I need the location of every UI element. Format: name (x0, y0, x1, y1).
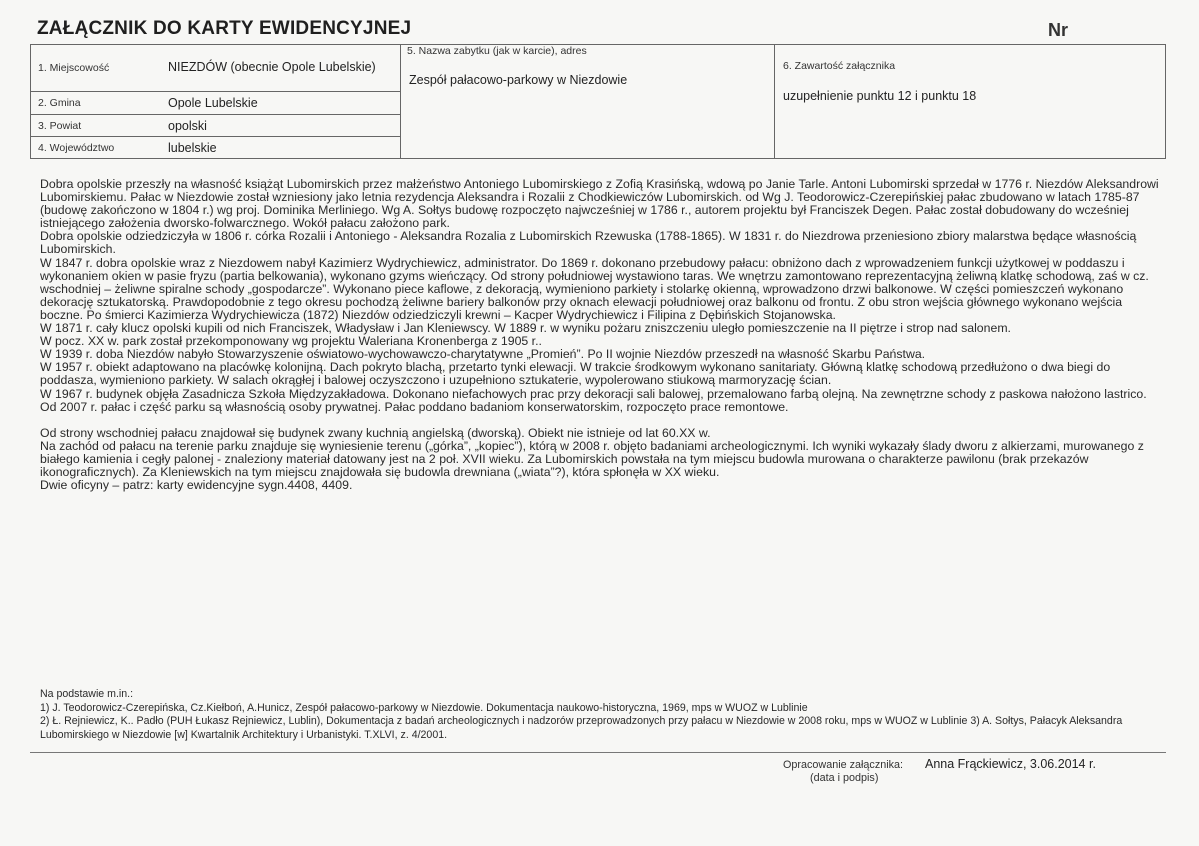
header-form-table (30, 44, 1166, 159)
paragraph: W 1967 r. budynek objęła Zasadnicza Szkoła Międzyzakładowa. Dokonano niefachowych prac przy dekoracji sali balowej, przemalowano farbą olejną. Na zewnętrzne schody z paskowa nałożono lastrico. (40, 386, 1147, 401)
field-value: NIEZDÓW (obecnie Opole Lubelskie) (168, 60, 376, 74)
paragraph: W 1847 r. dobra opolskie wraz z Niezdowem nabył Kazimierz Wydrychiewicz, administrator. Do 1869 r. dokonano przebudowy pałacu: obniżono dach z wprowadzeniem funkcji użytkowej w poddaszu i wykonaniem okien w pasie fryzu (partia belkowania), wykonano gzyms wieńczący. Od strony południowej wystawiono taras. We wnętrzu zamontowano reprezentacyjną żeliwną klatkę schodową, zaś w cz. wschodniej – żeliwne spiralne schody „gospodarcze”. Wykonano piece kaflowe, z dekoracją, wymieniono parkiety i stolarkę okienną, wprowadzono drzwi balkonowe. W części pomieszczeń wykonano dekorację sztukatorską. Prawdopodobnie z tego okresu pochodzą żeliwne bariery balkonów przy oknach elewacji południowej oraz balkonu od frontu. Z obu stron wejścia głównego wykonano wejścia boczne. Po śmierci Kazimierza Wydrychiewicza (1872) Niezdów odziedziczyli krewni – Kacper Wydrychiewicz i Filipina z Dębińskich Stojanowska. (40, 255, 1149, 322)
paragraph: W 1871 r. cały klucz opolski kupili od nich Franciszek, Władysław i Jan Kleniewscy. W 1889 r. w wyniku pożaru zniszczeniu uległo pomieszczenie na II piętrze i strop nad salonem. (40, 321, 1011, 336)
field-gmina (31, 92, 400, 115)
field-label: 5. Nazwa zabytku (jak w karcie), adres (407, 45, 587, 57)
divider (30, 752, 1166, 753)
paragraph: Dwie oficyny – patrz: karty ewidencyjne sygn.4408, 4409. (40, 478, 353, 493)
paragraph: Dobra opolskie przeszły na własność książąt Lubomirskich przez małżeństwo Antoniego Lubomirskiego z Zofią Krasińską, wdową po Janie Tarle. Antoni Lubomirski sprzedał w 1776 r. Niezdów Aleksandrowi Lubomirskiemu. Pałac w Niezdowie został wzniesiony jako letnia rezydencja Aleksandra i Rozalii z Chodkiewiczów Lubomirskich. od Wg J. Teodorowicz-Czerepińskiej pałac zbudowano w latach 1785-87 (budowę zakończono w 1804 r.) wg proj. Dominika Merliniego. Wg A. Sołtys budowę rozpoczęto najwcześniej w 1786 r., autorem projektu był Franciszek Degen. Pałac został dobudowany do wcześniej istniejącego założenia dworsko-folwarcznego. Wokół pałacu założono park. (40, 177, 1159, 231)
signature-sublabel: (data i podpis) (810, 772, 879, 784)
field-label: 4. Województwo (38, 142, 115, 154)
field-value: uzupełnienie punktu 12 i punktu 18 (783, 89, 977, 103)
field-zawartosc (774, 45, 1166, 158)
field-powiat (31, 115, 400, 137)
field-label: 2. Gmina (38, 97, 81, 109)
document-title: ZAŁĄCZNIK DO KARTY EWIDENCYJNEJ (37, 18, 412, 39)
field-value: opolski (168, 119, 207, 133)
paragraph: W pocz. XX w. park został przekomponowany wg projektu Waleriana Kronenberga z 1905 r.. (40, 334, 542, 349)
field-value: Opole Lubelskie (168, 96, 258, 110)
paragraph: W 1957 r. obiekt adaptowano na placówkę kolonijną. Dach pokryto blachą, przetarto tynki elewacji. W trakcie środkowym wykonano sanitariaty. Główną klatkę schodową przedłużono o dwa biegi do poddasza, wymieniono parkiety. W salach okrągłej i balowej oczyszczono i uzupełniono sztukaterie, wypolerowano stiukową marmoryzację ścian. (40, 360, 1111, 388)
references (40, 688, 1165, 742)
paragraph: Od strony wschodniej pałacu znajdował się budynek zwany kuchnią angielską (dworską). Obiekt nie istnieje od lat 60.XX w. (40, 425, 711, 440)
spacer (40, 414, 1165, 427)
paragraph: W 1939 r. doba Niezdów nabyło Stowarzyszenie oświatowo-wychowawczo-charytatywne „Promień”. Po II wojnie Niezdów przeszedł na własność Skarbu Państwa. (40, 347, 926, 362)
reference-item: 1) J. Teodorowicz-Czerepińska, Cz.Kiełboń, A.Hunicz, Zespół pałacowo-parkowy w Niezdowie. Dokumentacja naukowo-historyczna, 1969, mps w WUOZ w Lublinie (40, 701, 808, 714)
paragraph: Od 2007 r. pałac i część parku są własnością osoby prywatnej. Pałac poddano badaniom konserwatorskim, rozpoczęto prace remontowe. (40, 399, 789, 414)
signature-value: Anna Frąckiewicz, 3.06.2014 r. (925, 757, 1096, 771)
reference-item: 2) Ł. Rejniewicz, K.. Padło (PUH Łukasz Rejniewicz, Lublin), Dokumentacja z badań archeologicznych i nadzorów przeprowadzonych przy pałacu w Niezdowie w 2008 roku, mps w WUOZ w Lublinie 3) A. Sołtys, Pałacyk Aleksandra Lubomirskiego w Niezdowie [w] Kwartalnik Architektury i Urbanistyki. T.XLVI, z. 4/2001. (40, 715, 1123, 741)
references-heading: Na podstawie m.in.: (40, 688, 134, 700)
field-label: 3. Powiat (38, 120, 82, 132)
number-label: Nr (1048, 20, 1069, 40)
field-wojewodztwo (31, 137, 400, 158)
field-label: 1. Miejscowość (38, 62, 110, 74)
signature-label: Opracowanie załącznika: (783, 759, 904, 771)
history-description (40, 178, 1165, 492)
field-value: Zespół pałacowo-parkowy w Niezdowie (409, 73, 628, 87)
field-miejscowosc (31, 45, 400, 92)
field-value: lubelskie (168, 141, 217, 155)
field-label: 6. Zawartość załącznika (783, 60, 896, 72)
paragraph: Na zachód od pałacu na terenie parku znajduje się wyniesienie terenu („górka”, „kopiec”), którą w 2008 r. objęto badaniami archeologicznymi. Ich wyniki wykazały ślady dworu z alkierzami, murowanego z białego kamienia i cegły palonej - znaleziony materiał datowany jest na 2 poł. XVII wieku. Za Lubomirskich powstała na tym miejscu budowla murowana o charakterze pawilonu (brak przekazów ikonograficznych). Za Kleniewskich na tym miejscu znajdowała się budowla drewniana („wiata”?), która spłonęła w XX wieku. (40, 438, 1144, 479)
field-nazwa (400, 45, 775, 158)
paragraph: Dobra opolskie odziedziczyła w 1806 r. córka Rozalii i Antoniego - Aleksandra Rozalia z Lubomirskich Rzewuska (1788-1865). W 1831 r. do Niezdrowa przeniesiono zbiory malarstwa będące własnością Lubomirskich. (40, 229, 1137, 257)
location-fields (31, 45, 401, 158)
